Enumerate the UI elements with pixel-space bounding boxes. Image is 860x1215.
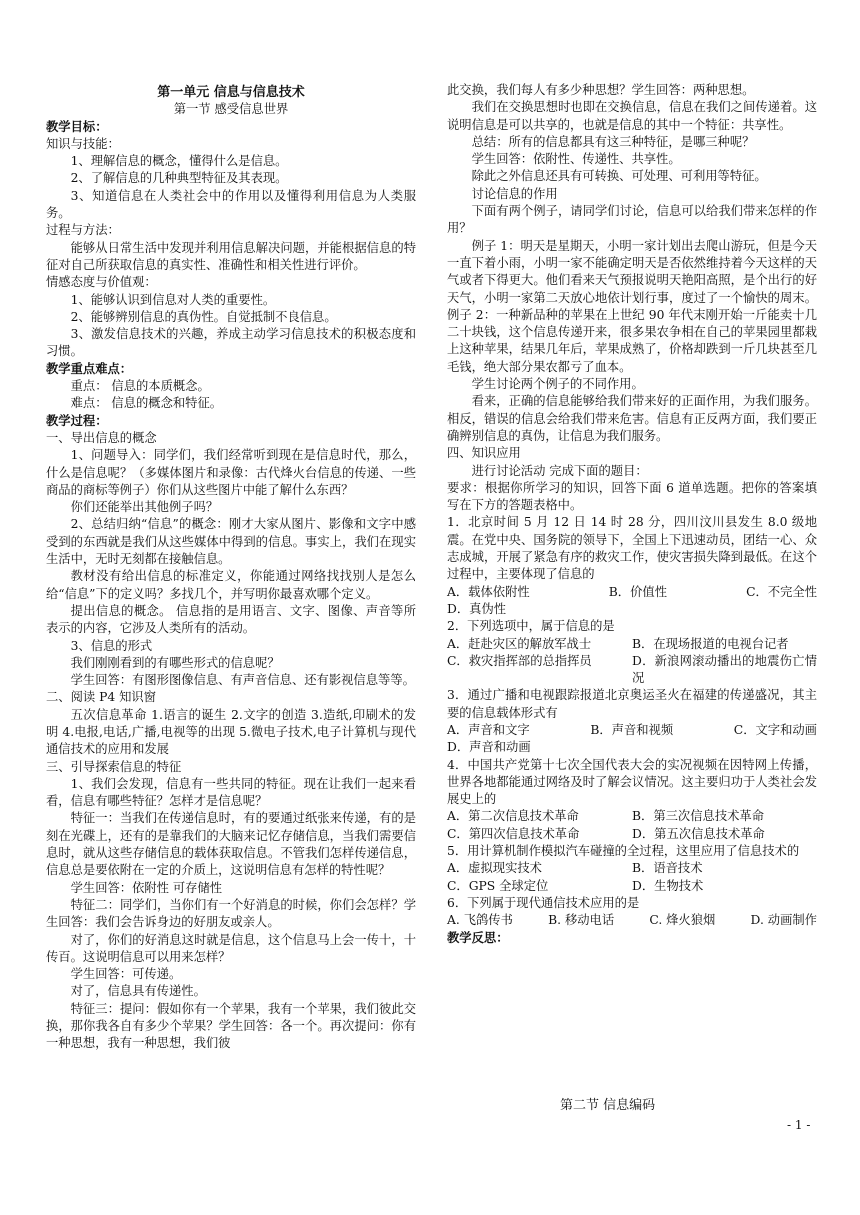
paragraph: 除此之外信息还具有可转换、可处理、可利用等特征。 <box>471 169 767 184</box>
heading-knowledge-skills: 知识与技能： <box>46 136 120 151</box>
subheading: 二、阅读 P4 知识窗 <box>46 690 156 705</box>
unit-title: 第一单元 信息与信息技术 <box>157 85 305 100</box>
option: D．真伪性 <box>447 601 507 616</box>
question-5-options-cd <box>447 878 817 895</box>
heading-emotion-attitude: 情感态度与价值观： <box>46 275 157 290</box>
paragraph: 1、问题导入：同学们，我们经常听到现在是信息时代，那么，什么是信息呢？（多媒体图片和录像：古代烽火台信息的传递、一些商品的商标等例子）你们从这些图片中能了解什么东西？ <box>46 448 416 497</box>
paragraph: 难点： 信息的概念和特征。 <box>70 396 223 411</box>
option: C．GPS 全球定位 <box>447 878 549 893</box>
paragraph: 特征二：同学们，当你们有一个好消息的时候，你们会怎样？学生回答：我们会告诉身边的好朋友或亲人。 <box>46 897 416 930</box>
right-column <box>447 82 817 947</box>
option: B．价值性 <box>608 584 667 599</box>
question-6: 6．下列属于现代通信技术应用的是 <box>447 895 640 910</box>
option: C．文字和动画 <box>733 722 817 737</box>
paragraph: 提出信息的概念。 信息指的是用语言、文字、图像、声音等所表示的内容，它涉及人类所有的活动。 <box>46 603 416 636</box>
page-number: - 1 - <box>787 1118 811 1132</box>
paragraph: 学生回答：依附性、传递性、共享性。 <box>471 152 681 167</box>
question-6-options <box>447 912 817 929</box>
subheading: 一、导出信息的概念 <box>46 430 157 445</box>
paragraph: 3、信息的形式 <box>70 638 153 653</box>
heading-reflection: 教学反思： <box>447 930 509 945</box>
paragraph: 2、了解信息的几种典型特征及其表现。 <box>70 171 288 186</box>
option: D. 动画制作 <box>750 913 817 928</box>
paragraph: 讨论信息的作用 <box>471 186 558 201</box>
question-2: 2．下列选项中，属于信息的是 <box>447 619 615 634</box>
paragraph: 特征三：提问：假如你有一个苹果，我有一个苹果，我们彼此交换，那你我各自有多少个苹果？学生回答：各一个。再次提问：你有一种思想，我有一种思想，我们彼 <box>46 1001 416 1051</box>
paragraph: 1、我们会发现，信息有一些共同的特征。现在让我们一起来看看，信息有哪些特征？怎样才是信息呢？ <box>46 776 416 809</box>
question-2-options-ab <box>447 636 817 653</box>
paragraph: 要求：根据你所学习的知识，回答下面 6 道单选题。把你的答案填写在下方的答题表格中。 <box>447 480 817 513</box>
question-1: 1．北京时间 5 月 12 日 14 时 28 分，四川汶川县发生 8.0 级地震。在党中央、国务院的领导下，全国上下迅速动员，团结一心、众志成城，开展了紧急有序的救灾工作，使灾害损失降到最低。在这个过程中，主要体现了信息的 <box>447 515 817 582</box>
paragraph: 能够从日常生活中发现并利用信息解决问题，并能根据信息的特征对自己所获取信息的真实性、准确性和相关性进行评价。 <box>46 240 416 272</box>
paragraph: 2、能够辨别信息的真伪性。自觉抵制不良信息。 <box>70 309 337 324</box>
option: A．赶赴灾区的解放军战士 <box>447 636 592 651</box>
paragraph: 进行讨论活动 完成下面的题目： <box>471 463 648 478</box>
paragraph: 2、总结归纳“信息”的概念：刚才大家从图片、影像和文字中感受到的东西就是我们从这些媒体中得到的信息。事实上，我们在现实生活中，无时无刻都在接触信息。 <box>46 517 416 567</box>
paragraph: 五次信息革命 1.语言的诞生 2.文字的创造 3.造纸,印刷术的发明 4.电报,电话,广播,电视等的出现 5.微电子技术,电子计算机与现代通信技术的应用和发展 <box>46 707 416 757</box>
option: B．语音技术 <box>632 861 703 876</box>
paragraph: 总结：所有的信息都具有这三种特征，是哪三种呢？ <box>471 134 755 149</box>
question-5-options-ab <box>447 860 817 877</box>
paragraph: 对了，你们的好消息这时就是信息，这个信息马上会一传十，十传百。这说明信息可以用来怎样？ <box>46 932 416 964</box>
option: D．第五次信息技术革命 <box>632 826 765 841</box>
paragraph: 学生回答：可传递。 <box>70 967 182 982</box>
option: C. 烽火狼烟 <box>649 913 716 928</box>
subheading: 四、知识应用 <box>447 446 521 461</box>
paragraph: 下面有两个例子，请同学们讨论，信息可以给我们带来怎样的作用？ <box>447 204 817 236</box>
paragraph: 1、理解信息的概念，懂得什么是信息。 <box>70 154 288 169</box>
question-4: 4．中国共产党第十七次全国代表大会的实况视频在因特网上传播，世界各地都能通过网络及时了解会议情况。这主要归功于人类社会发展史上的 <box>447 757 817 807</box>
heading-teaching-process: 教学过程： <box>46 413 108 428</box>
paragraph: 此交换，我们每人有多少种思想？学生回答：两种思想。 <box>447 83 755 97</box>
paragraph: 特征一：当我们在传递信息时，有的要通过纸张来传递，有的是刻在光碟上，还有的是靠我们的大脑来记忆存储信息，当我们需要信息时，就从这些存储信息的载体获取信息。不管我们怎样传递信息，信息总是要依附在一定的介质上，这说明信息有怎样的特性呢？ <box>46 811 416 878</box>
question-3: 3．通过广播和电视跟踪报道北京奥运圣火在福建的传递盛况，其主要的信息载体形式有 <box>447 688 817 720</box>
heading-goals: 教学目标： <box>46 119 108 134</box>
option: D．声音和动画 <box>447 740 531 755</box>
question-4-options-cd <box>447 826 817 843</box>
option: C．第四次信息技术革命 <box>447 826 580 841</box>
option: C．救灾指挥部的总指挥员 <box>447 653 592 668</box>
option: B．声音和视频 <box>590 722 674 737</box>
question-4-options-ab <box>447 808 817 825</box>
paragraph: 我们刚刚看到的有哪些形式的信息呢？ <box>70 655 280 670</box>
paragraph: 3、知道信息在人类社会中的作用以及懂得利用信息为人类服务。 <box>46 188 416 221</box>
option: A．载体依附性 <box>447 584 530 599</box>
option: A．虚拟现实技术 <box>447 861 542 876</box>
paragraph: 教材没有给出信息的标准定义，你能通过网络找找别人是怎么给“信息”下的定义吗？多找几个，并写明你最喜欢哪个定义。 <box>46 569 416 601</box>
paragraph: 看来，正确的信息能够给我们带来好的正面作用，为我们服务。相反，错误的信息会给我们带来危害。信息有正反两方面，我们要正确辨别信息的真伪，让信息为我们服务。 <box>447 394 817 443</box>
paragraph: 例子 1：明天是星期天，小明一家计划出去爬山游玩，但是今天一直下着小雨，小明一家不能确定明天是否依然维持着今天这样的天气或者下得更大。他们看来天气预报说明天艳阳高照，是个出行的好天气，小明一家第二天放心地依计划行事，度过了一个愉快的周末。例子 2：一种新品种的苹果在上世纪 90 年代末刚开始一斤能卖十几二十块钱，这个信息传递开来，很多果农争相在自己的苹果园里都栽上这种苹果，结果几年后，苹果成熟了，价格却跌到一斤几块甚至几毛钱，绝大部分果农都亏了血本。 <box>447 238 817 374</box>
question-1-options <box>447 584 817 601</box>
option: B．在现场报道的电视台记者 <box>632 636 789 651</box>
paragraph: 3、激发信息技术的兴趣，养成主动学习信息技术的积极态度和习惯。 <box>46 327 416 359</box>
option: B. 移动电话 <box>548 913 615 928</box>
paragraph: 学生回答：依附性 可存储性 <box>70 880 223 895</box>
paragraph: 你们还能举出其他例子吗？ <box>70 500 219 515</box>
subheading: 三、引导探索信息的特征 <box>46 759 182 774</box>
option: A. 飞鸽传书 <box>447 913 513 928</box>
paragraph: 对了，信息具有传递性。 <box>70 984 206 999</box>
heading-key-points: 教学重点难点： <box>46 361 133 376</box>
next-section-title: 第二节 信息编码 <box>560 1098 656 1113</box>
paragraph: 学生讨论两个例子的不同作用。 <box>471 377 644 392</box>
option: B．第三次信息技术革命 <box>632 809 765 824</box>
option: D．生物技术 <box>632 878 704 893</box>
paragraph: 重点： 信息的本质概念。 <box>70 379 210 394</box>
left-column <box>46 84 416 1053</box>
option: A．声音和文字 <box>447 722 530 737</box>
paragraph: 1、能够认识到信息对人类的重要性。 <box>70 292 276 307</box>
question-5: 5．用计算机制作模拟汽车碰撞的全过程，这里应用了信息技术的 <box>447 844 800 859</box>
section-title: 第一节 感受信息世界 <box>173 102 289 117</box>
question-2-options-cd <box>447 653 817 688</box>
paragraph: 我们在交换思想时也即在交换信息，信息在我们之间传递着。这说明信息是可以共享的，也就是信息的其中一个特征：共享性。 <box>447 100 817 132</box>
question-3-options <box>447 722 817 739</box>
heading-process-method: 过程与方法： <box>46 223 120 238</box>
option: C．不完全性 <box>746 584 817 599</box>
paragraph: 学生回答：有图形图像信息、有声音信息、还有影视信息等等。 <box>70 673 415 688</box>
option: D．新浪网滚动播出的地震伤亡情况 <box>632 653 817 686</box>
option: A．第二次信息技术革命 <box>447 809 579 824</box>
